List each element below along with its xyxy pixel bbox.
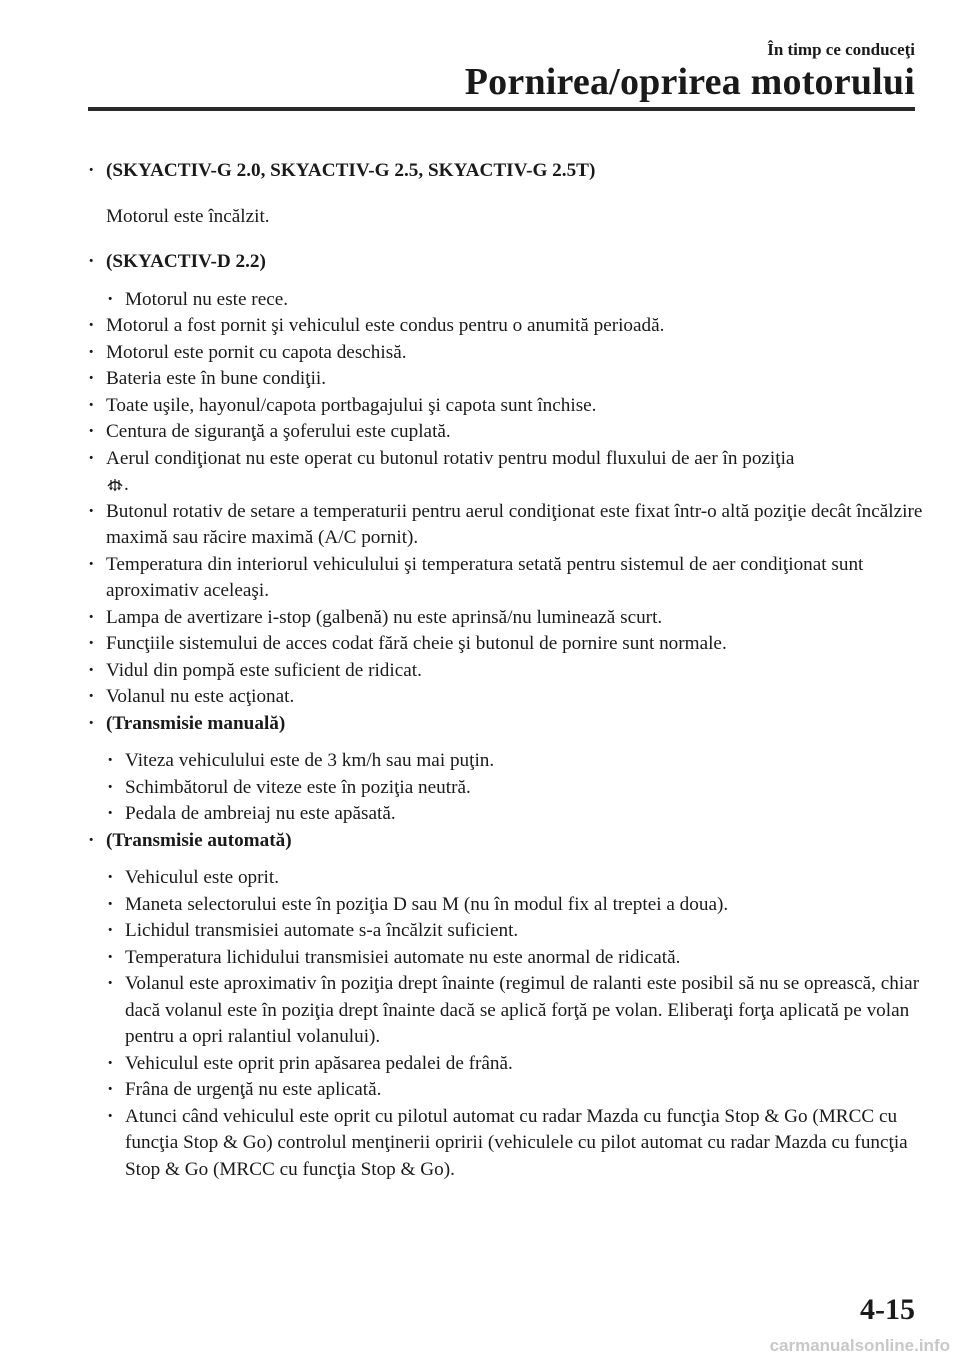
list-item: · Schimbătorul de viteze este în poziţia neutră. — [107, 775, 923, 802]
list-item: · Frâna de urgenţă nu este aplicată. — [107, 1077, 923, 1104]
list-item: · Viteza vehiculului este de 3 km/h sau mai puţin. — [107, 748, 923, 775]
list-item: · Funcţiile sistemului de acces codat fără cheie şi butonul de pornire sunt normale. — [88, 631, 923, 658]
header-divider — [88, 107, 915, 111]
list-item: · Pedala de ambreiaj nu este apăsată. — [107, 801, 923, 828]
list-item: · Toate uşile, hayonul/capota portbagajului şi capota sunt închise. — [88, 393, 923, 420]
list-item: · Centura de siguranţă a şoferului este cuplată. — [88, 419, 923, 446]
list-item: · Motorul a fost pornit şi vehiculul este condus pentru o anumită perioadă. — [88, 313, 923, 340]
automatic-transmission-heading: · (Transmisie automată) — [88, 828, 923, 855]
manual-transmission-heading: · (Transmisie manuală) — [88, 711, 923, 738]
page-content — [88, 158, 923, 1183]
list-item: · Vidul din pompă este suficient de ridicat. — [88, 658, 923, 685]
list-item: · Volanul este aproximativ în poziţia drept înainte (regimul de ralanti este posibil să nu se oprească, chiar dacă volanul este în poziţia drept înainte dacă se aplică forţă pe volan. Eliberaţi forţa aplicată pe volan pentru a opri ralantiul volanului). — [107, 971, 923, 1051]
skyactiv-g-text: Motorul este încălzit. — [106, 205, 270, 227]
list-item: · Maneta selectorului este în poziţia D sau M (nu în modul fix al treptei a doua). — [107, 892, 923, 919]
watermark: carmanualsonline.info — [769, 1336, 950, 1355]
list-item: · Lichidul transmisiei automate s-a încălzit suficient. — [107, 918, 923, 945]
list-item: · Bateria este în bune condiţii. — [88, 366, 923, 393]
defroster-vent-icon — [106, 474, 124, 490]
list-item-aircon: · Aerul condiţionat nu este operat cu butonul rotativ pentru modul fluxului de aer în poziţia . — [88, 446, 923, 499]
list-item: · Vehiculul este oprit prin apăsarea pedalei de frână. — [107, 1051, 923, 1078]
list-item: · Volanul nu este acţionat. — [88, 684, 923, 711]
skyactiv-g-heading: · (SKYACTIV-G 2.0, SKYACTIV-G 2.5, SKYACTIV-G 2.5T) — [88, 158, 923, 185]
list-item: · Lampa de avertizare i-stop (galbenă) nu este aprinsă/nu luminează scurt. — [88, 605, 923, 632]
aircon-text: Aerul condiţionat nu este operat cu butonul rotativ pentru modul fluxului de aer în poziţia — [106, 447, 795, 469]
list-item: · Motorul nu este rece. — [107, 287, 923, 314]
page-number: 4-15 — [860, 1293, 915, 1326]
list-item: · Butonul rotativ de setare a temperaturii pentru aerul condiţionat este fixat într-o altă poziţie decât încălzire maximă sau răcire maximă (A/C pornit). — [88, 499, 923, 552]
page-title: Pornirea/oprirea motorului — [464, 61, 915, 103]
list-item: · Atunci când vehiculul este oprit cu pilotul automat cu radar Mazda cu funcţia Stop & Go (MRCC cu funcţia Stop & Go) controlul menţinerii opririi (vehiculele cu pilot automat cu radar Mazda cu funcţia Stop & Go (MRCC cu funcţia Stop & Go). — [107, 1104, 923, 1184]
list-item: · Temperatura din interiorul vehiculului şi temperatura setată pentru sistemul de aer condiţionat sunt aproximativ aceleaşi. — [88, 552, 923, 605]
section-label: În timp ce conduceţi — [767, 40, 915, 59]
list-item: · Motorul este pornit cu capota deschisă. — [88, 340, 923, 367]
list-item: · Temperatura lichidului transmisiei automate nu este anormal de ridicată. — [107, 945, 923, 972]
list-item: · Vehiculul este oprit. — [107, 865, 923, 892]
skyactiv-d-heading: · (SKYACTIV-D 2.2) — [88, 249, 923, 276]
